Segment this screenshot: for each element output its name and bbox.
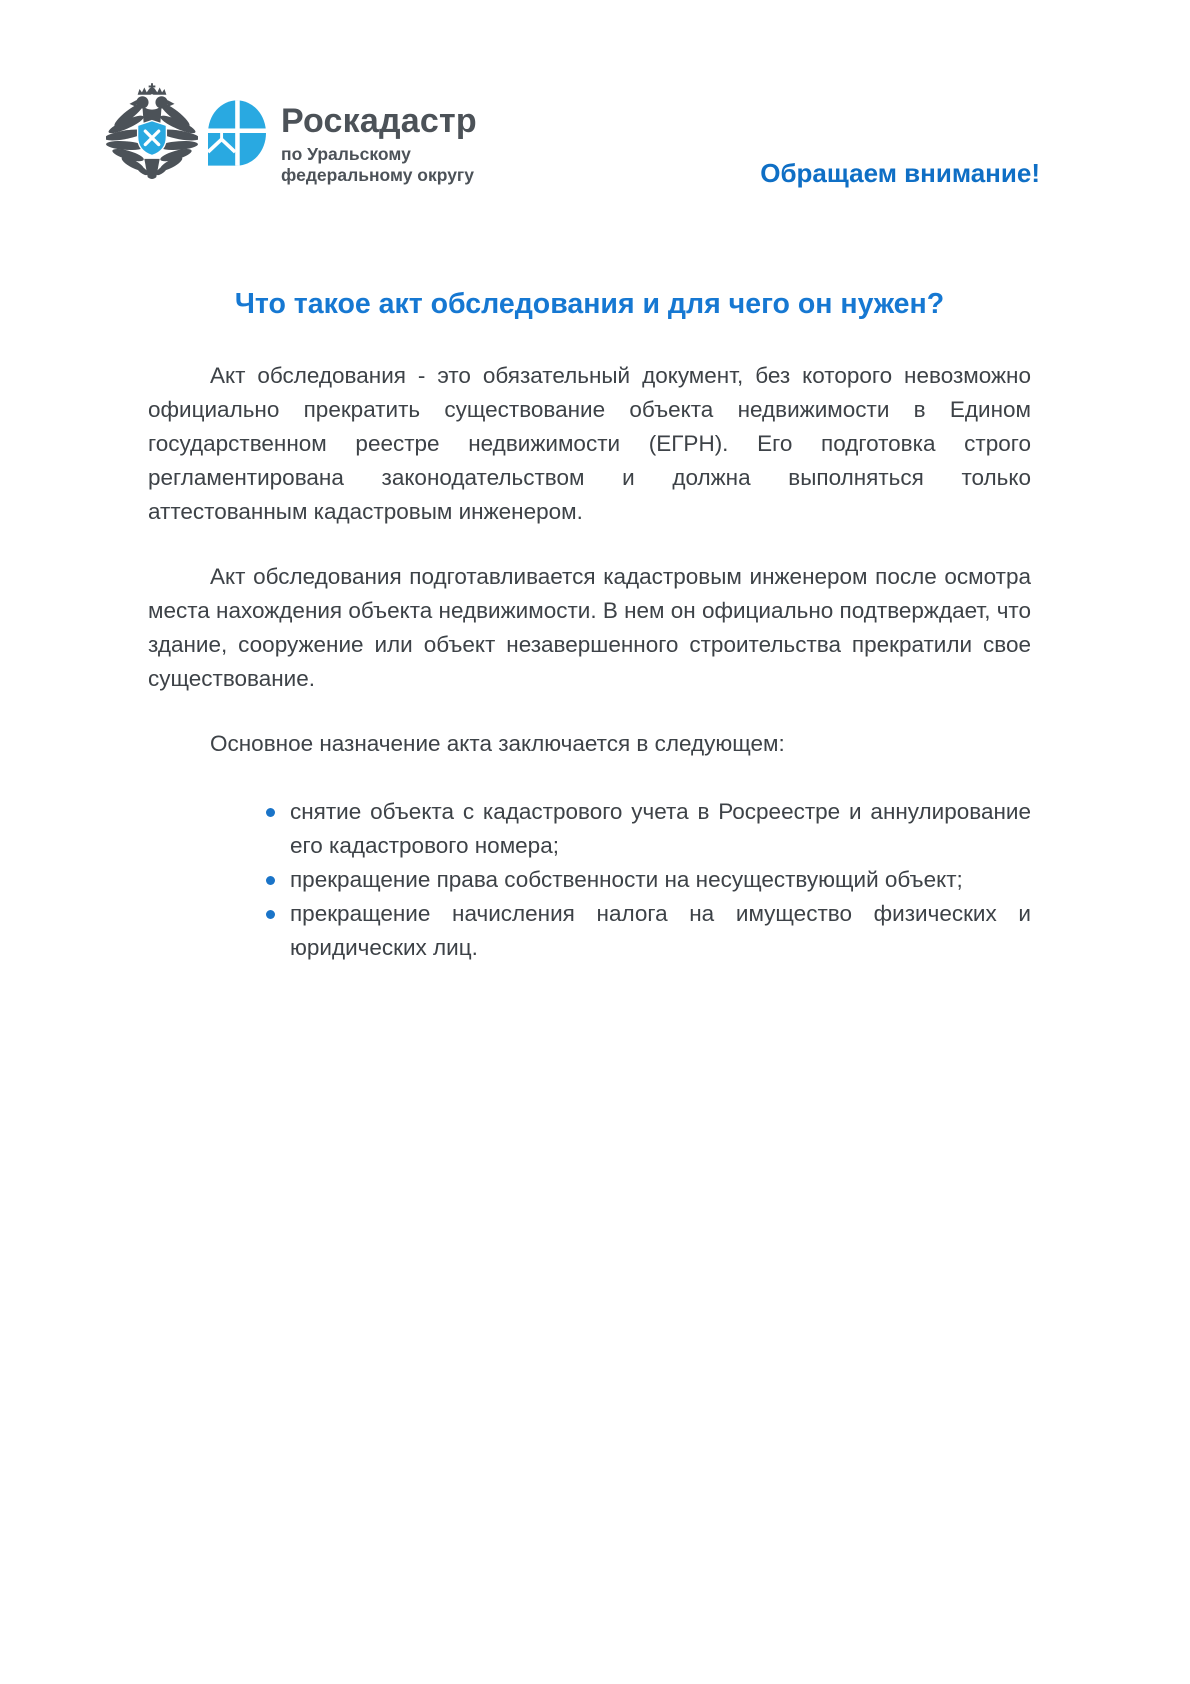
paragraph-1: Акт обследования - это обязательный документ, без которого невозможно официально прекратить существование объекта недвижимости в Едином государственном реестре недвижимости (ЕГРН). Его подготовка строго регламентирована законодательством и должна выполняться только аттестованным кадастровым инженером. (148, 363, 1031, 524)
attention-note: Обращаем внимание! (760, 158, 1040, 188)
brand-subtitle: по Уральскому федеральному округу (281, 144, 474, 185)
bullet-dot-icon (266, 910, 275, 919)
list-item-text: снятие объекта с кадастрового учета в Росреестре и аннулирование его кадастрового номера; (290, 799, 1031, 858)
state-emblem-eagle-icon (106, 82, 198, 186)
list-item (290, 795, 1031, 863)
roskadastr-logo-icon (208, 98, 266, 168)
purpose-list (148, 795, 1031, 965)
bullet-dot-icon (266, 876, 275, 885)
list-item-text: прекращение права собственности на несуществующий объект; (290, 867, 963, 892)
article-title: Что такое акт обследования и для чего он нужен? (234, 288, 945, 320)
brand-name: Роскадастр (281, 102, 477, 140)
list-item-text: прекращение начисления налога на имущество физических и юридических лиц. (290, 901, 1031, 960)
list-intro: Основное назначение акта заключается в следующем: (210, 731, 785, 756)
list-item (290, 863, 1031, 897)
article-body (148, 286, 1031, 965)
list-item (290, 897, 1031, 965)
bullet-dot-icon (266, 808, 275, 817)
paragraph-2: Акт обследования подготавливается кадастровым инженером после осмотра места нахождения объекта недвижимости. В нем он официально подтверждает, что здание, сооружение или объект незавершенного строительства прекратили свое существование. (148, 564, 1031, 691)
logo-text-block (281, 103, 481, 186)
